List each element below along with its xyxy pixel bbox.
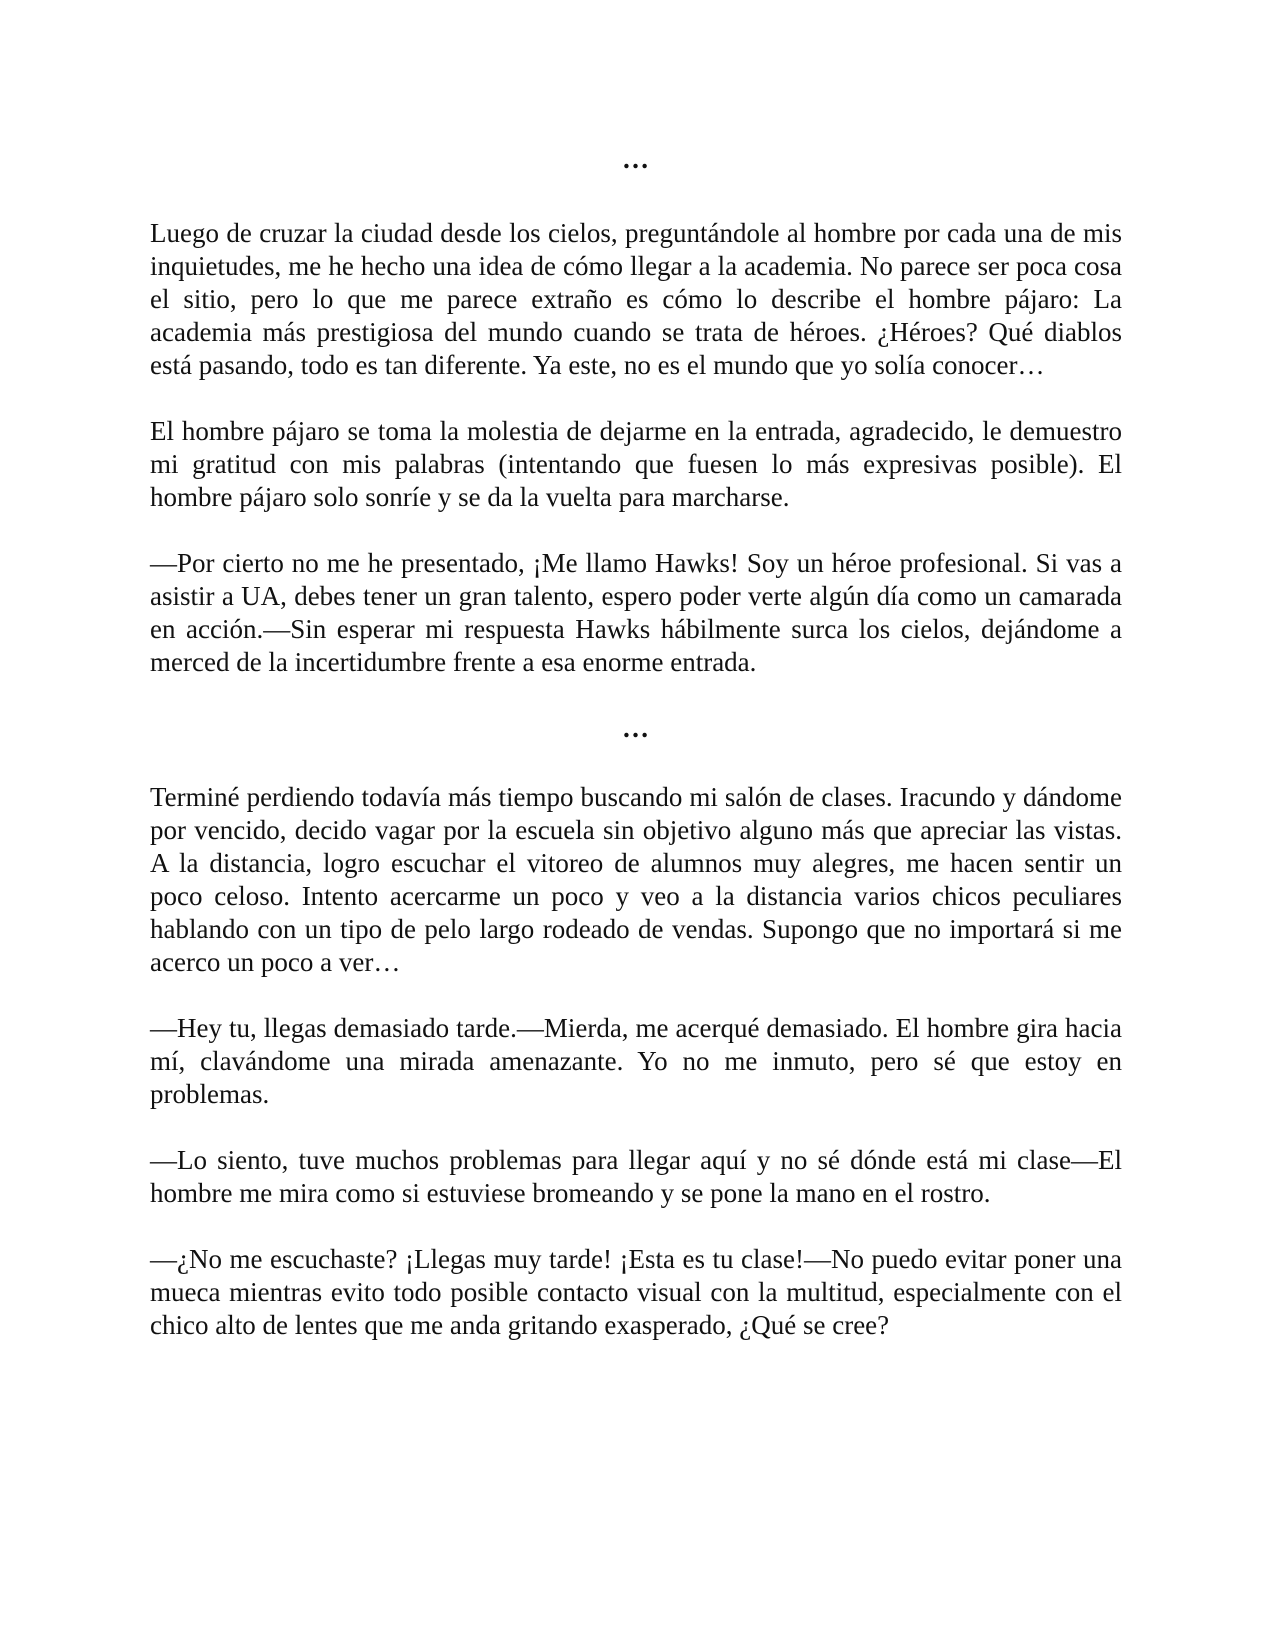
paragraph: Terminé perdiendo todavía más tiempo buscando mi salón de clases. Iracundo y dándome por vencido, decido vagar por la escuela sin objetivo alguno más que apreciar las vistas. A la distancia, logro escuchar el vitoreo de alumnos muy alegres, me hacen sentir un poco celoso. Intento acercarme un poco y veo a la distancia varios chicos peculiares hablando con un tipo de pelo largo rodeado de vendas. Supongo que no importará si me acerco un poco a ver…: [150, 782, 1122, 977]
section-separator: …: [622, 144, 650, 174]
paragraph: —¿No me escuchaste? ¡Llegas muy tarde! ¡Esta es tu clase!—No puedo evitar poner una mueca mientras evito todo posible contacto visual con la multitud, especialmente con el chico alto de lentes que me anda gritando exasperado, ¿Qué se cree?: [150, 1244, 1122, 1340]
paragraph: El hombre pájaro se toma la molestia de dejarme en la entrada, agradecido, le demuestro mi gratitud con mis palabras (intentando que fuesen lo más expresivas posible). El hombre pájaro solo sonríe y se da la vuelta para marcharse.: [150, 416, 1122, 512]
text-column: [150, 143, 1122, 1342]
paragraph: —Por cierto no me he presentado, ¡Me llamo Hawks! Soy un héroe profesional. Si vas a asistir a UA, debes tener un gran talento, espero poder verte algún día como un camarada en acción.—Sin esperar mi respuesta Hawks hábilmente surca los cielos, dejándome a merced de la incertidumbre frente a esa enorme entrada.: [150, 548, 1122, 677]
paragraph: Luego de cruzar la ciudad desde los cielos, preguntándole al hombre por cada una de mis inquietudes, me he hecho una idea de cómo llegar a la academia. No parece ser poca cosa el sitio, pero lo que me parece extraño es cómo lo describe el hombre pájaro: La academia más prestigiosa del mundo cuando se trata de héroes. ¿Héroes? Qué diablos está pasando, todo es tan diferente. Ya este, no es el mundo que yo solía conocer…: [150, 218, 1122, 380]
paragraph: —Hey tu, llegas demasiado tarde.—Mierda, me acerqué demasiado. El hombre gira hacia mí, clavándome una mirada amenazante. Yo no me inmuto, pero sé que estoy en problemas.: [150, 1013, 1122, 1109]
paragraph: —Lo siento, tuve muchos problemas para llegar aquí y no sé dónde está mi clase—El hombre me mira como si estuviese bromeando y se pone la mano en el rostro.: [150, 1145, 1122, 1208]
section-separator: …: [622, 713, 650, 743]
